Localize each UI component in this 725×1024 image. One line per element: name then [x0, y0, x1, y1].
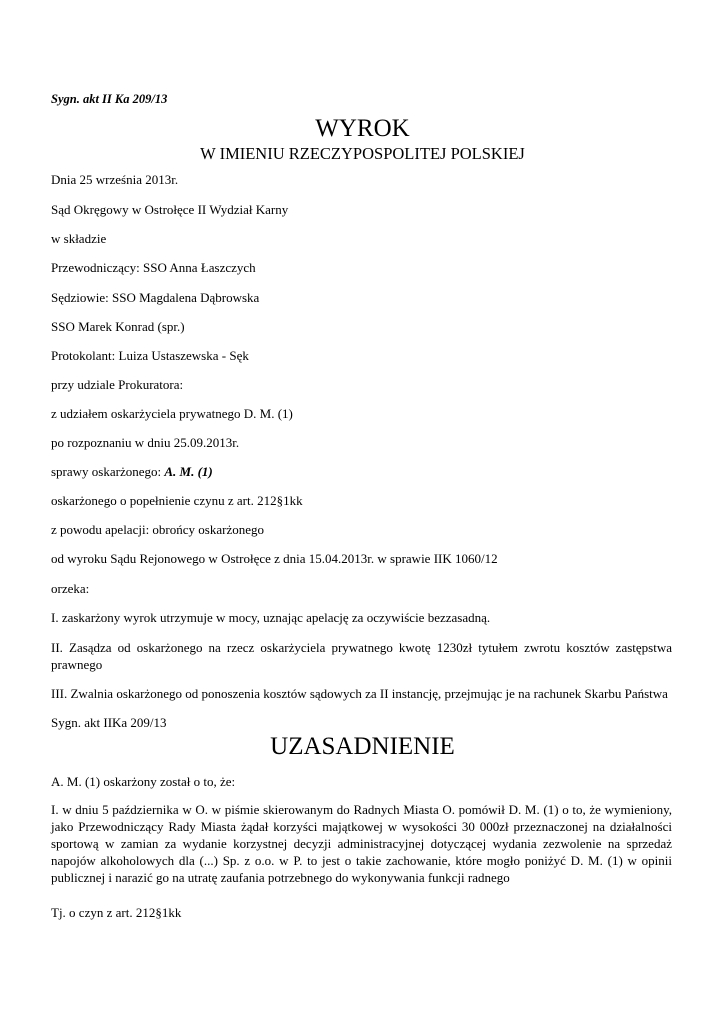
ruling-1: I. zaskarżony wyrok utrzymuje w mocy, uznając apelację za oczywiście bezzasadną.	[51, 610, 491, 625]
rules-heading: orzeka:	[51, 581, 90, 596]
presiding-judge: Przewodniczący: SSO Anna Łaszczych	[51, 260, 256, 275]
reporting-judge: SSO Marek Konrad (spr.)	[51, 319, 185, 334]
court-clerk: Protokolant: Luiza Ustaszewska - Sęk	[51, 348, 249, 363]
legal-basis: Tj. o czyn z art. 212§1kk	[51, 905, 182, 920]
ruling-2: II. Zasądza od oskarżonego na rzecz oskarżyciela prywatnego kwotę 1230zł tytułem zwrotu kosztów zastępstwa prawnego	[51, 640, 672, 672]
case-defendant	[51, 464, 213, 480]
justification-title: UZASADNIENIE	[270, 733, 455, 760]
judgment-subtitle: W IMIENIU RZECZYPOSPOLITEJ POLSKIEJ	[200, 144, 525, 163]
case-signature-2: Sygn. akt IIKa 209/13	[51, 715, 167, 730]
judgment-title: WYROK	[315, 115, 410, 142]
judges: Sędziowie: SSO Magdalena Dąbrowska	[51, 290, 260, 305]
court-name: Sąd Okręgowy w Ostrołęce II Wydział Karny	[51, 202, 289, 217]
accusation-text: I. w dniu 5 października w O. w piśmie skierowanym do Radnych Miasta O. pomówił D. M. (1) o to, że wymieniony, jako Przewodniczący Rady Miasta żądał korzyści majątkowej w wysokości 30 000zł przeznaczonej na działalności sportową w zamian za wydanie korzystnej decyzji administracyjnej dotyczącej wydania zezwolenie na sprzedaż napojów alkoholowych dla (...) Sp. z o.o. w P. to jest o takie zachowanie, które mogło poniżyć D. M. (1) w opinii publicznej i narazić go na utratę zaufania potrzebnego do wykonywania funkcji radnego	[51, 802, 672, 885]
hearing-date: po rozpoznaniu w dniu 25.09.2013r.	[51, 435, 240, 450]
defendant-name: A. M. (1)	[164, 464, 213, 479]
lower-court-judgment: od wyroku Sądu Rejonowego w Ostrołęce z dnia 15.04.2013r. w sprawie IIK 1060/12	[51, 551, 498, 566]
ruling-3: III. Zwalnia oskarżonego od ponoszenia kosztów sądowych za II instancję, przejmując je na rachunek Skarbu Państwa	[51, 686, 668, 701]
court-composition: w składzie	[51, 231, 107, 246]
case-prefix: sprawy oskarżonego:	[51, 464, 162, 479]
accusation-intro: A. M. (1) oskarżony został o to, że:	[51, 774, 236, 789]
prosecutor-line: przy udziale Prokuratora:	[51, 377, 184, 392]
charge: oskarżonego o popełnienie czynu z art. 212§1kk	[51, 493, 303, 508]
case-signature: Sygn. akt II Ka 209/13	[51, 92, 168, 106]
private-prosecutor: z udziałem oskarżyciela prywatnego D. M. (1)	[51, 406, 293, 421]
judgment-date: Dnia 25 września 2013r.	[51, 172, 179, 187]
appeal-reason: z powodu apelacji: obrońcy oskarżonego	[51, 522, 264, 537]
